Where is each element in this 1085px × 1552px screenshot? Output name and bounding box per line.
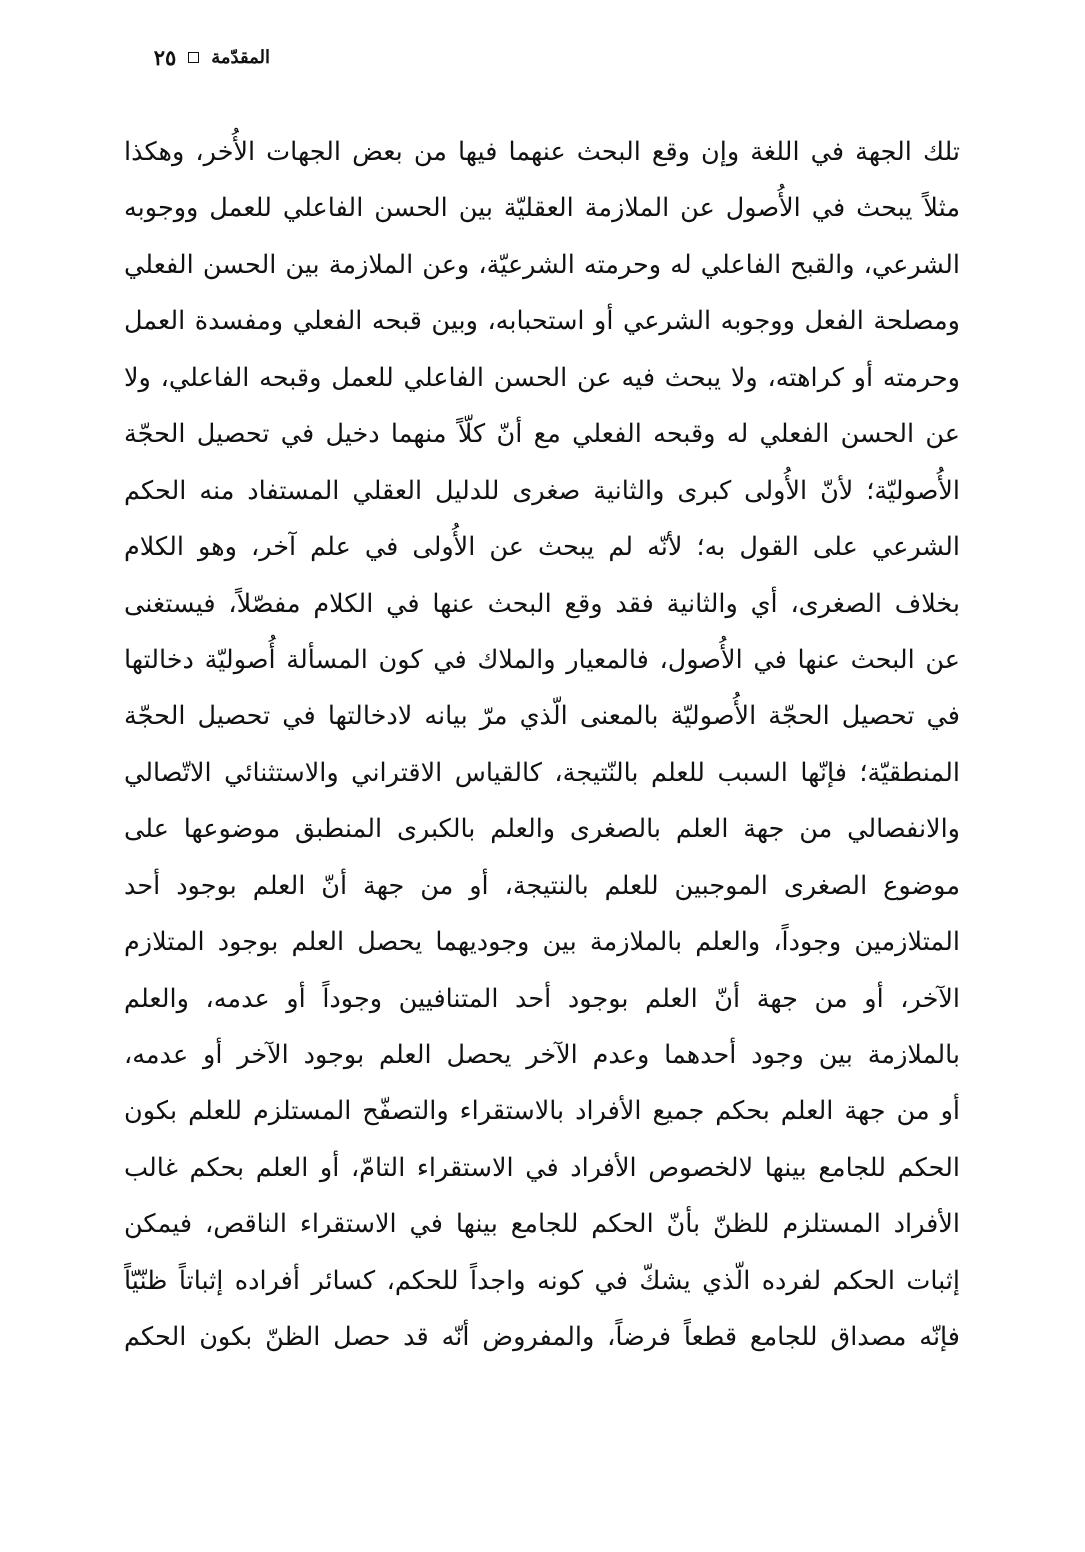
section-title: المقدّمة [211, 46, 270, 68]
text-line: عن الحسن الفعلي له وقبحه الفعلي مع أنّ كلّاً منهما دخيل في تحصيل الحجّة [124, 419, 960, 450]
text-line: فإنّه مصداق للجامع قطعاً فرضاً، والمفروض أنّه قد حصل الظنّ بكون الحكم [124, 1322, 960, 1353]
text-line: والانفصالي من جهة العلم بالصغرى والعلم بالكبرى المنطبق موضوعها على [124, 814, 960, 845]
text-line: عن البحث عنها في الأُصول، فالمعيار والملاك في كون المسألة أُصوليّة دخالتها [124, 644, 960, 675]
text-line: بالملازمة بين وجود أحدهما وعدم الآخر يحصل العلم بوجود الآخر أو عدمه، [124, 1040, 960, 1070]
text-line: الشرعي، والقبح الفاعلي له وحرمته الشرعيّة، وعن الملازمة بين الحسن الفعلي [124, 249, 960, 280]
text-line: الآخر، أو من جهة أنّ العلم بوجود أحد المتنافيين وجوداً أو عدمه، والعلم [124, 983, 960, 1014]
text-line: وحرمته أو كراهته، ولا يبحث فيه عن الحسن الفاعلي للعمل وقبحه الفاعلي، ولا [124, 362, 960, 393]
text-line: ومصلحة الفعل ووجوبه الشرعي أو استحبابه، وبين قبحه الفعلي ومفسدة العمل [124, 306, 960, 337]
text-line: المتلازمين وجوداً، والعلم بالملازمة بين وجوديهما يحصل العلم بوجود المتلازم [124, 927, 960, 958]
text-line: الحكم للجامع بينها لالخصوص الأفراد في الاستقراء التامّ، أو العلم بحكم غالب [124, 1152, 960, 1183]
body-paragraph [124, 124, 960, 1366]
text-line: المنطقيّة؛ فإنّها السبب للعلم بالنّتيجة، كالقياس الاقتراني والاستثنائي الاتّصالي [124, 757, 960, 788]
text-line: في تحصيل الحجّة الأُصوليّة بالمعنى الّذي مرّ بيانه لادخالتها في تحصيل الحجّة [124, 701, 960, 732]
text-line: الشرعي على القول به؛ لأنّه لم يبحث عن الأُولى في علم آخر، وهو الكلام [124, 532, 960, 563]
text-line: مثلاً يبحث في الأُصول عن الملازمة العقليّة بين الحسن الفاعلي للعمل ووجوبه [124, 193, 960, 224]
running-header [124, 42, 270, 72]
text-line: أو من جهة العلم بحكم جميع الأفراد بالاستقراء والتصفّح المستلزم للعلم بكون [124, 1096, 960, 1127]
text-line: إثبات الحكم لفرده الّذي يشكّ في كونه واجداً للحكم، كسائر أفراده إثباتاً ظنّيّاً [124, 1265, 960, 1296]
square-separator-icon [188, 52, 199, 63]
text-line: الأفراد المستلزم للظنّ بأنّ الحكم للجامع بينها في الاستقراء الناقص، فيمكن [124, 1209, 960, 1240]
text-line: تلك الجهة في اللغة وإن وقع البحث عنهما فيها من بعض الجهات الأُخر، وهكذا [124, 137, 960, 167]
page-number: ٢٥ [153, 44, 177, 70]
text-line: بخلاف الصغرى، أي والثانية فقد وقع البحث عنها في الكلام مفصّلاً، فيستغنى [124, 588, 960, 619]
text-line: موضوع الصغرى الموجبين للعلم بالنتيجة، أو من جهة أنّ العلم بوجود أحد [124, 870, 960, 901]
text-line: الأُصوليّة؛ لأنّ الأُولى كبرى والثانية صغرى للدليل العقلي المستفاد منه الحكم [124, 475, 960, 506]
